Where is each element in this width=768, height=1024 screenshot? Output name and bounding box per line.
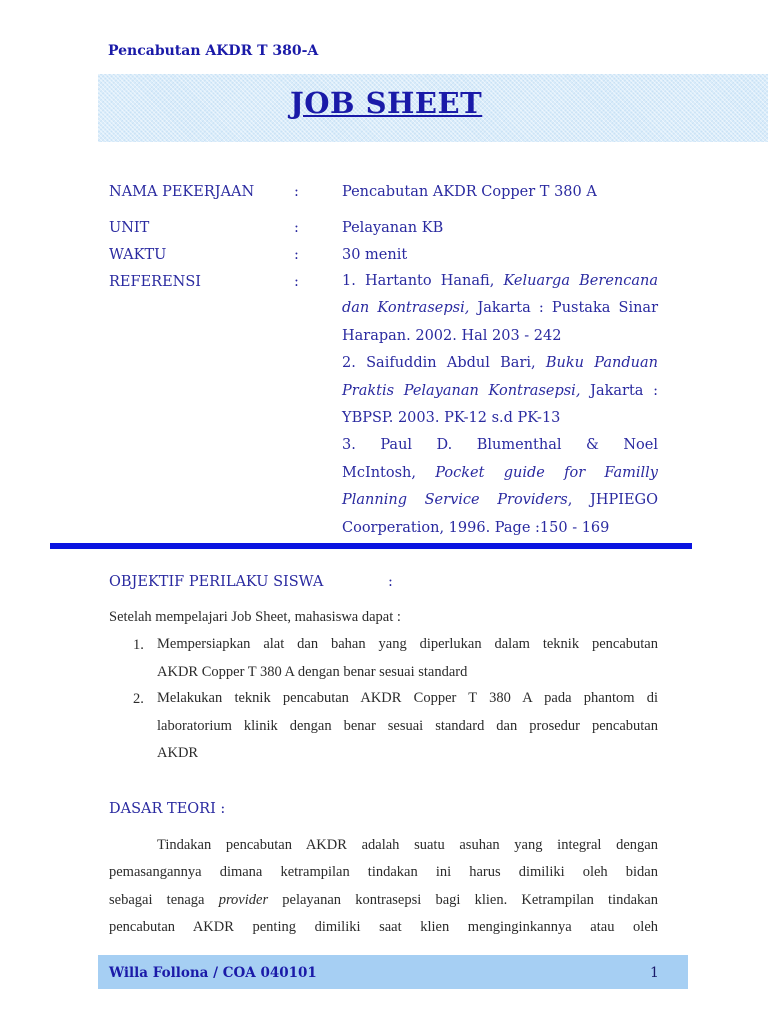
- objective-1-line-2: AKDR Copper T 380 A dengan benar sesuai standard: [157, 663, 468, 680]
- theory-line-2: pemasangannya dimana ketrampilan tindakan ini harus dimiliki oleh bidan: [109, 864, 658, 881]
- objectives-colon: :: [388, 574, 393, 590]
- objective-2-number: 2.: [133, 691, 144, 707]
- objective-1-line-1: Mempersiapkan alat dan bahan yang diperlukan dalam teknik pencabutan: [157, 636, 658, 652]
- field-nama-value: Pencabutan AKDR Copper T 380 A: [342, 184, 597, 200]
- ref-1-line-2: dan Kontrasepsi, Jakarta : Pustaka Sinar: [342, 300, 659, 317]
- objective-2-line-1: Melakukan teknik pencabutan AKDR Copper T 380 A pada phantom di: [157, 690, 658, 706]
- field-waktu-label: WAKTU: [109, 247, 167, 263]
- field-waktu-colon: :: [294, 247, 299, 263]
- theory-heading: DASAR TEORI :: [109, 801, 226, 817]
- ref-1-line-3: Harapan. 2002. Hal 203 - 242: [342, 327, 562, 344]
- field-unit-colon: :: [294, 220, 299, 236]
- theory-line-1: Tindakan pencabutan AKDR adalah suatu asuhan yang integral dengan: [157, 837, 658, 853]
- ref-3-line-1: 3. Paul D. Blumenthal & Noel: [342, 437, 658, 454]
- objective-1-text: [157, 631, 658, 686]
- ref-2-line-1: 2. Saifuddin Abdul Bari, Buku Panduan: [342, 355, 658, 372]
- header-running-title: Pencabutan AKDR T 380-A: [108, 43, 319, 59]
- objective-1-number: 1.: [133, 637, 144, 653]
- ref-1-line-1: 1. Hartanto Hanafi, Keluarga Berencana: [342, 273, 658, 289]
- theory-line-3: sebagai tenaga provider pelayanan kontrasepsi bagi klien. Ketrampilan tindakan: [109, 891, 658, 908]
- objective-2-text: [157, 685, 658, 768]
- ref-3-line-3: Planning Service Providers, JHPIEGO: [342, 492, 659, 509]
- ref-3-line-2: McIntosh, Pocket guide for Familly: [342, 464, 658, 481]
- field-nama-label: NAMA PEKERJAAN: [109, 184, 255, 200]
- field-waktu-value: 30 menit: [342, 247, 408, 263]
- field-referensi-colon: :: [294, 274, 299, 290]
- section-divider: [50, 543, 692, 549]
- theory-paragraph: [109, 832, 658, 941]
- field-nama-colon: :: [294, 184, 299, 200]
- page-title: JOB SHEET: [290, 86, 483, 120]
- theory-line-4: pencabutan AKDR penting dimiliki saat klien menginginkannya atau oleh: [109, 918, 658, 935]
- field-referensi-label: REFERENSI: [109, 274, 201, 290]
- field-unit-value: Pelayanan KB: [342, 220, 444, 236]
- ref-3-line-4: Coorperation, 1996. Page :150 - 169: [342, 519, 610, 536]
- objective-2-line-2: laboratorium klinik dengan benar sesuai standard dan prosedur pencabutan: [157, 717, 658, 734]
- objectives-heading: OBJEKTIF PERILAKU SISWA: [109, 574, 324, 590]
- objective-2-line-3: AKDR: [157, 745, 199, 761]
- references-list: [342, 268, 658, 542]
- ref-2-line-3: YBPSP. 2003. PK-12 s.d PK-13: [342, 410, 561, 427]
- page-number: 1: [650, 965, 659, 981]
- field-unit-label: UNIT: [109, 220, 150, 236]
- objectives-intro: Setelah mempelajari Job Sheet, mahasiswa dapat :: [109, 609, 401, 625]
- ref-2-line-2: Praktis Pelayanan Kontrasepsi, Jakarta :: [342, 382, 658, 399]
- footer-author: Willa Follona / COA 040101: [109, 965, 317, 981]
